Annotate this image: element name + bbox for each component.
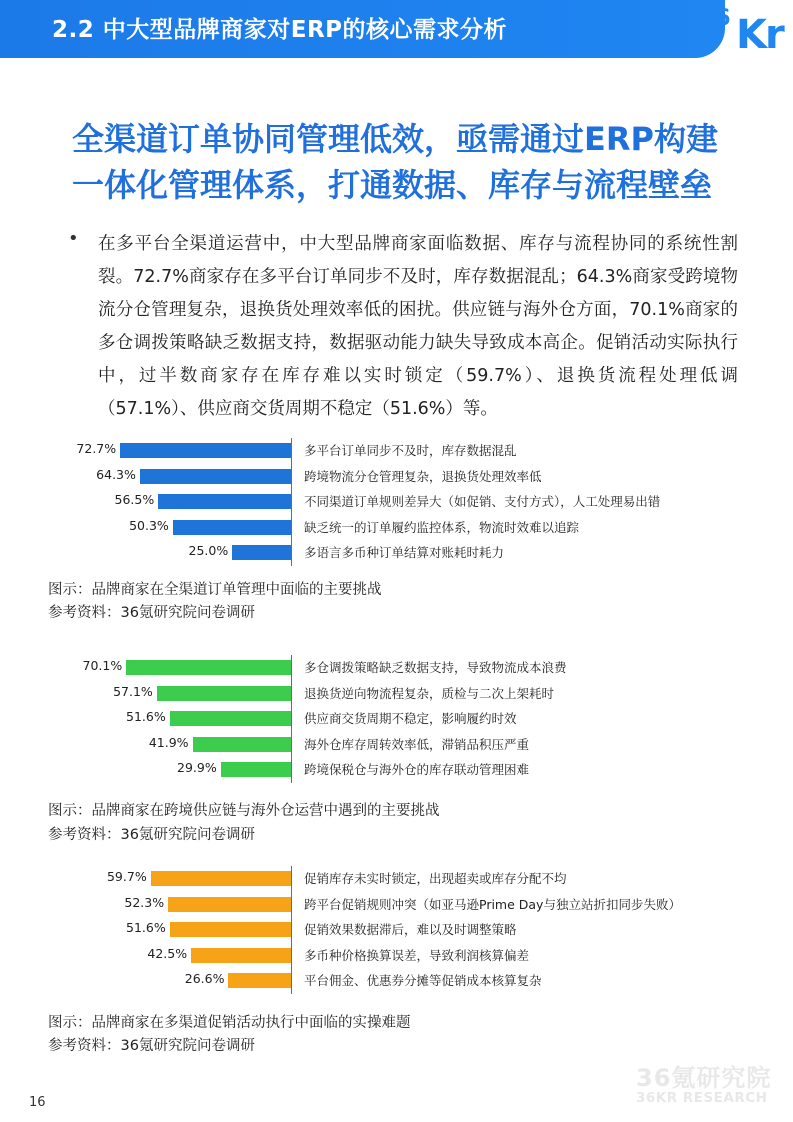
bar-value-label: 50.3%: [129, 517, 169, 533]
bar-value-label: 59.7%: [106, 869, 147, 884]
watermark-en: 36KR RESEARCH: [636, 1090, 768, 1106]
chart-2-caption: 图示：品牌商家在跨境供应链与海外仓运营中遇到的主要挑战: [48, 803, 440, 819]
bar: [191, 948, 291, 963]
bar-value-label: 51.6%: [126, 709, 166, 725]
bar-category-label: 退换货逆向物流程复杂，质检与二次上架耗时: [304, 685, 555, 701]
bar-value-label: 52.3%: [124, 894, 165, 910]
bar-category-label: 跨平台促销规则冲突（如亚马逊Prime Day与独立站折扣同步失败）: [304, 896, 681, 912]
bar: [228, 973, 291, 988]
bar-row: [0, 438, 793, 463]
logo-36: 36: [700, 6, 731, 31]
bar: [158, 494, 291, 509]
chart-3-source: 参考资料：36氪研究院问卷调研: [48, 1038, 255, 1054]
bar-category-label: 多语言多币种订单结算对账耗时耗力: [304, 545, 505, 561]
section-title: 2.2 中大型品牌商家对ERP的核心需求分析: [52, 17, 508, 43]
heading-line-1: 全渠道订单协同管理低效，亟需通过ERP构建: [72, 120, 718, 158]
chart-3-caption: 图示：品牌商家在多渠道促销活动执行中面临的实操难题: [48, 1015, 411, 1031]
bar-row: [0, 732, 793, 757]
order-management-chart: [0, 438, 793, 573]
bar-value-label: 29.9%: [177, 760, 217, 776]
bar-row: [0, 515, 793, 540]
bar-category-label: 跨境物流分仓管理复杂，退换货处理效率低: [304, 468, 542, 484]
bar-category-label: 多平台订单同步不及时，库存数据混乱: [304, 443, 517, 458]
bar: [221, 762, 291, 777]
bar-category-label: 多仓调拨策略缺乏数据支持，导致物流成本浪费: [304, 660, 567, 675]
bar-value-label: 51.6%: [126, 920, 166, 936]
bar-category-label: 供应商交货周期不稳定，影响履约时效: [304, 711, 517, 727]
bar-row: [0, 464, 793, 489]
bar-category-label: 促销效果数据滞后，难以及时调整策略: [304, 922, 517, 938]
chart-1-source: 参考资料：36氪研究院问卷调研: [48, 605, 255, 621]
bar-row: [0, 540, 793, 565]
bar-value-label: 41.9%: [148, 734, 189, 750]
36kr-logo: [700, 4, 793, 56]
summary-text: 在多平台全渠道运营中，中大型品牌商家面临数据、库存与流程协同的系统性割裂。72.7%商家存在多平台订单同步不及时，库存数据混乱；64.3%商家受跨境物流分仓管理复杂，退换货处理效率低的困扰。供应链与海外仓方面，70.1%商家的多仓调拨策略缺乏数据支持，数据驱动能力缺失导致成本高企。促销活动实际执行中，过半数商家存在库存难以实时锁定（59.7%）、退换货流程处理低调（57.1%）、供应商交货周期不稳定（51.6%）等。: [98, 234, 738, 419]
bar-row: [0, 917, 793, 942]
bar-row: [0, 681, 793, 706]
bar-row: [0, 968, 793, 993]
bar: [168, 897, 291, 912]
supply-chain-chart: [0, 655, 793, 790]
bar-category-label: 海外仓库存周转效率低，滞销品积压严重: [304, 736, 530, 752]
promotion-chart: [0, 866, 793, 1001]
bar: [157, 686, 291, 701]
bar: [193, 737, 291, 752]
bar-value-label: 57.1%: [113, 683, 153, 699]
bar: [232, 545, 291, 560]
bar-category-label: 不同渠道订单规则差异大（如促销、支付方式），人工处理易出错: [304, 494, 661, 510]
bar-value-label: 56.5%: [114, 492, 155, 508]
bar-row: [0, 866, 793, 891]
bar: [173, 520, 291, 535]
bar-value-label: 25.0%: [188, 543, 229, 559]
bar-row: [0, 892, 793, 917]
bar-row: [0, 706, 793, 731]
bar-row: [0, 943, 793, 968]
bar-value-label: 64.3%: [96, 466, 136, 482]
bar-value-label: 72.7%: [76, 441, 117, 456]
bar: [170, 711, 291, 726]
bar-value-label: 26.6%: [184, 971, 225, 987]
page-number: 16: [29, 1095, 46, 1110]
bar-row: [0, 489, 793, 514]
bar: [126, 660, 291, 675]
bullet-marker: •: [68, 228, 79, 249]
main-heading: [72, 116, 752, 208]
bar-row: [0, 757, 793, 782]
bar-category-label: 跨境保税仓与海外仓的库存联动管理困难: [304, 762, 530, 778]
bar: [170, 922, 291, 937]
bar-value-label: 42.5%: [147, 945, 188, 961]
bar-category-label: 平台佣金、优惠券分摊等促销成本核算复杂: [304, 973, 542, 989]
bar-category-label: 缺乏统一的订单履约监控体系，物流时效难以追踪: [304, 519, 580, 535]
bar: [140, 469, 291, 484]
heading-line-2: 一体化管理体系，打通数据、库存与流程壁垒: [72, 166, 713, 204]
chart-2-source: 参考资料：36氪研究院问卷调研: [48, 827, 255, 843]
bar: [120, 443, 291, 458]
bar-category-label: 多币种价格换算误差，导致利润核算偏差: [304, 947, 530, 963]
logo-kr: Kr: [736, 12, 783, 56]
bar-category-label: 促销库存未实时锁定，出现超卖或库存分配不均: [304, 871, 567, 886]
bar: [151, 871, 291, 886]
chart-1-caption: 图示：品牌商家在全渠道订单管理中面临的主要挑战: [48, 582, 382, 598]
bar-row: [0, 655, 793, 680]
watermark-cn: 36氪研究院: [636, 1064, 772, 1092]
bar-value-label: 70.1%: [82, 658, 123, 673]
header-bar: [0, 0, 725, 58]
